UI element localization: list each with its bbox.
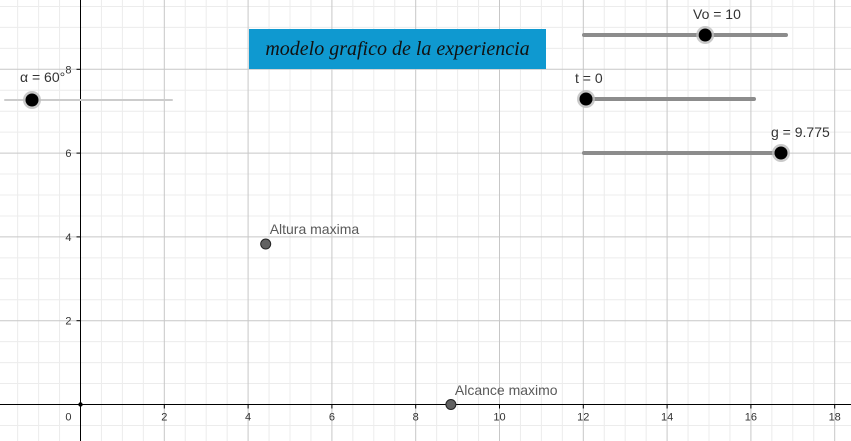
x-tick-label: 6 bbox=[328, 411, 335, 424]
origin-dot bbox=[78, 402, 82, 406]
slider-knob-t[interactable] bbox=[580, 93, 593, 106]
x-tick-label: 18 bbox=[828, 411, 841, 424]
slider-knob-vo[interactable] bbox=[699, 29, 712, 42]
x-tick-label: 10 bbox=[493, 411, 506, 424]
point-alcance-maximo[interactable] bbox=[446, 400, 456, 410]
slider-label-t: t = 0 bbox=[575, 70, 603, 86]
x-tick-label: 12 bbox=[577, 411, 590, 424]
x-tick-label: 2 bbox=[161, 411, 168, 424]
y-tick-label: 8 bbox=[65, 64, 72, 77]
slider-knob-g[interactable] bbox=[775, 147, 788, 160]
y-tick-label: 4 bbox=[65, 231, 72, 244]
x-tick-label: 14 bbox=[660, 411, 674, 424]
slider-label-g: g = 9.775 bbox=[771, 124, 830, 140]
x-tick-label: 4 bbox=[245, 411, 252, 424]
slider-knob-alpha[interactable] bbox=[26, 94, 39, 107]
slider-label-vo: Vo = 10 bbox=[693, 6, 741, 22]
x-tick-label: 8 bbox=[412, 411, 419, 424]
y-tick-label: 2 bbox=[65, 315, 72, 328]
origin-label: 0 bbox=[65, 411, 72, 424]
slider-label-alpha: α = 60° bbox=[20, 69, 66, 85]
x-tick-label: 16 bbox=[744, 411, 758, 424]
title-box[interactable]: modelo grafico de la experiencia bbox=[249, 29, 546, 69]
point-altura-maxima[interactable] bbox=[261, 239, 271, 249]
point-label-altura-maxima: Altura maxima bbox=[269, 221, 360, 238]
point-label-alcance-maximo: Alcance maximo bbox=[454, 381, 558, 398]
y-tick-label: 6 bbox=[65, 148, 72, 161]
